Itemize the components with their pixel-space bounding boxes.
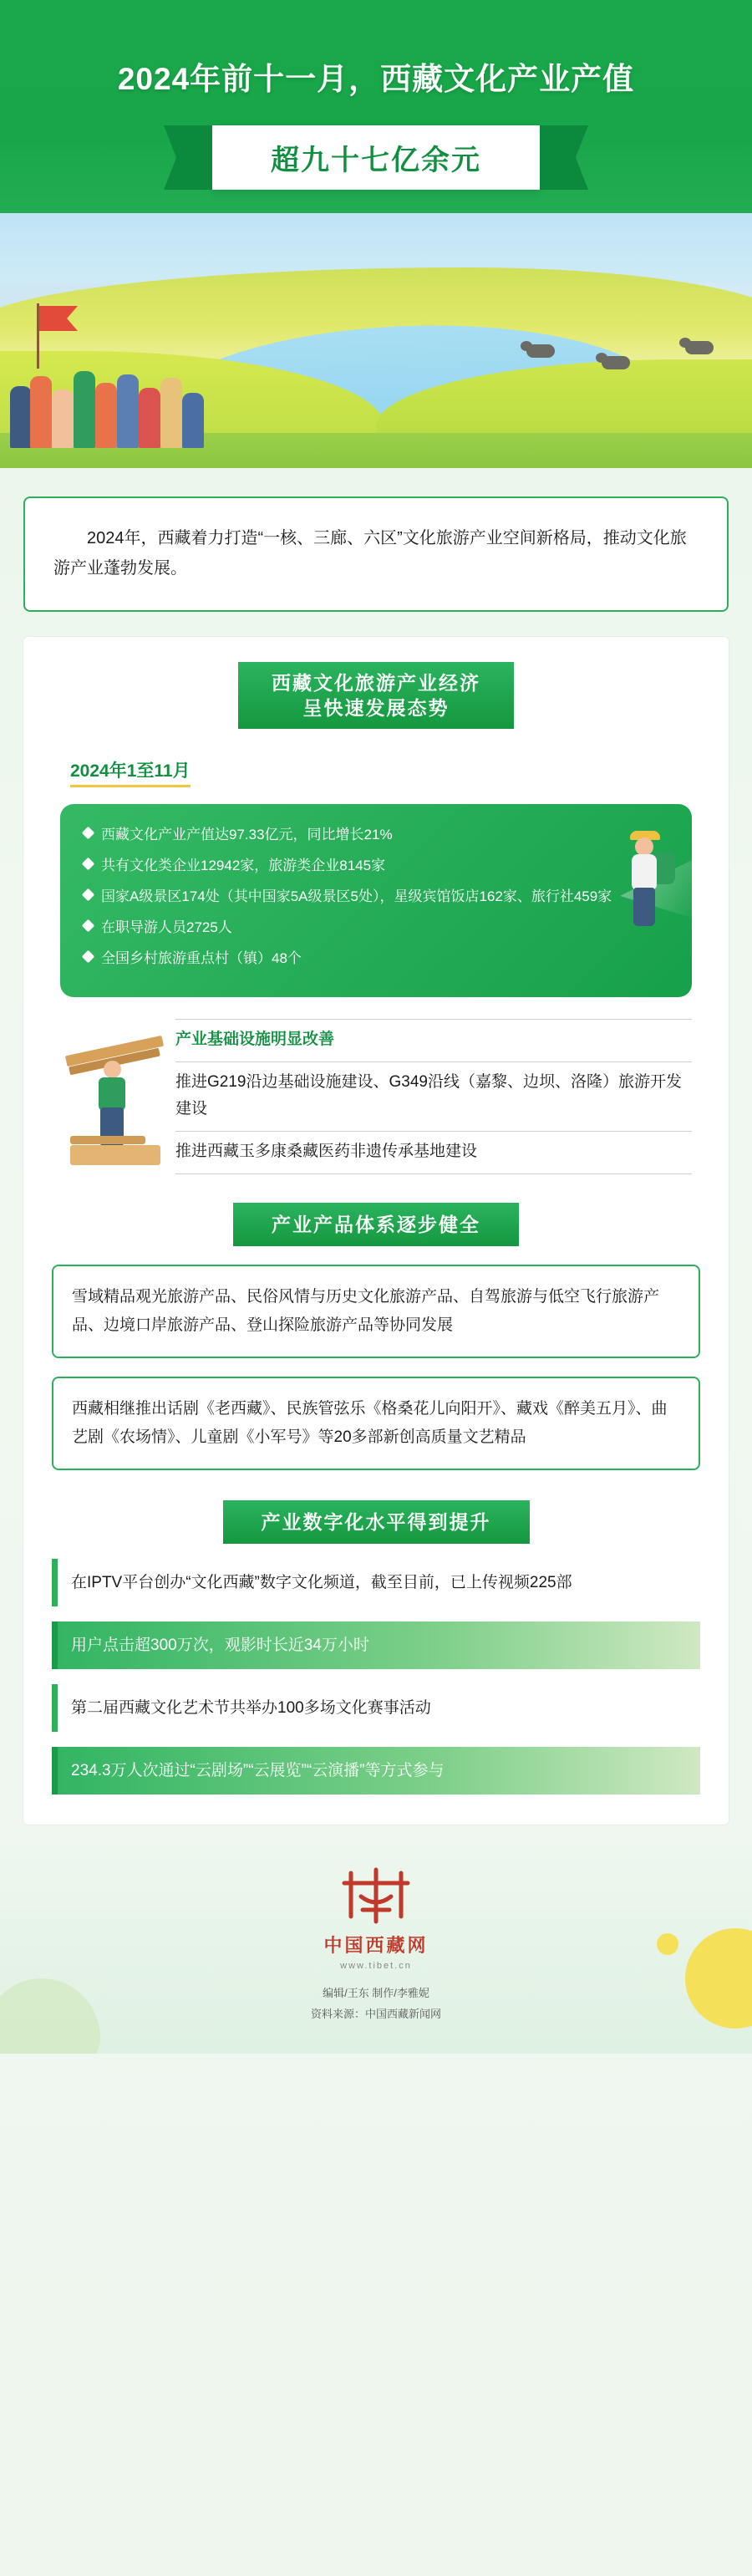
date-tag: 2024年1至11月 — [70, 757, 191, 787]
person-figure — [74, 371, 95, 448]
infrastructure-lines — [169, 1019, 692, 1174]
economy-banner-line2: 呈快速发展态势 — [302, 697, 450, 719]
economy-banner-box — [238, 662, 514, 729]
traveler-head — [635, 837, 653, 856]
person-figure — [95, 383, 117, 448]
flag-pole — [37, 303, 39, 369]
person-figure — [30, 376, 52, 448]
digital-row: 第二届西藏文化艺术节共举办100多场文化赛事活动 — [52, 1684, 700, 1732]
traveler-body — [632, 854, 657, 891]
stat-item — [84, 915, 668, 939]
person-figure — [52, 389, 74, 448]
tibet-logo-icon — [338, 1863, 414, 1927]
worker-body — [99, 1077, 125, 1111]
products-banner — [23, 1203, 729, 1246]
logo-text: 中国西藏网 — [323, 1935, 429, 1956]
stat-text: 在职导游人员2725人 — [101, 919, 232, 935]
economy-banner — [23, 662, 729, 729]
digital-row: 用户点击超300万次，观影时长近34万小时 — [52, 1621, 700, 1669]
yak-icon — [685, 341, 714, 354]
person-figure — [139, 388, 160, 448]
landscape-illustration — [0, 213, 752, 468]
crowd-illustration — [8, 338, 226, 448]
logo-url: www.tibet.cn — [340, 1961, 412, 1971]
header-ribbon — [0, 125, 752, 190]
stat-text: 共有文化类企业12942家，旅游类企业8145家 — [101, 858, 386, 873]
diamond-bullet-icon — [82, 888, 95, 902]
stat-item — [84, 853, 668, 878]
digital-row: 234.3万人次通过“云剧场”“云展览”“云演播”等方式参与 — [52, 1747, 700, 1795]
header-ribbon-text: 超九十七亿余元 — [212, 125, 540, 190]
intro-card — [23, 496, 729, 612]
footer — [0, 1845, 752, 2054]
person-figure — [182, 393, 204, 448]
traveler-illustration — [597, 824, 697, 949]
main-content-card — [23, 637, 729, 1825]
digital-banner — [23, 1500, 729, 1544]
worker-head — [104, 1061, 121, 1078]
digital-row: 在IPTV平台创办“文化西藏”数字文化频道，截至目前，已上传视频225部 — [52, 1559, 700, 1606]
product-box: 雪域精品观光旅游产品、民俗风情与历史文化旅游产品、自驾旅游与低空飞行旅游产品、边境口岸旅游产品、登山探险旅游产品等协同发展 — [52, 1265, 700, 1358]
worker-illustration — [60, 1024, 169, 1170]
infrastructure-item: 推进G219沿边基础设施建设、G349沿线（嘉黎、边坝、洛隆）旅游开发建设 — [175, 1062, 692, 1132]
infrastructure-section — [60, 1019, 692, 1174]
person-figure — [10, 386, 32, 448]
stat-item — [84, 822, 668, 847]
stats-box — [60, 804, 692, 997]
digital-banner-box: 产业数字化水平得到提升 — [223, 1500, 530, 1544]
yak-icon — [526, 344, 555, 358]
woodpile-icon — [70, 1145, 160, 1165]
infrastructure-heading: 产业基础设施明显改善 — [175, 1019, 692, 1062]
yak-icon — [602, 356, 630, 369]
traveler-legs — [633, 888, 655, 926]
diamond-bullet-icon — [82, 950, 95, 964]
stat-item — [84, 884, 668, 909]
dot-decoration — [657, 1933, 678, 1955]
intro-text: 2024年，西藏着力打造“一核、三廊、六区”文化旅游产业空间新格局，推动文化旅游产业蓬勃发展。 — [53, 529, 687, 578]
stat-item — [84, 946, 668, 970]
stat-text: 全国乡村旅游重点村（镇）48个 — [101, 950, 302, 966]
stat-text: 国家A级景区174处（其中国家5A级景区5处），星级宾馆饭店162家、旅行社459家 — [101, 888, 612, 904]
product-box: 西藏相继推出话剧《老西藏》、民族管弦乐《格桑花儿向阳开》、藏戏《醉美五月》、曲艺剧《农场情》、儿童剧《小军号》等20多部新创高质量文艺精品 — [52, 1377, 700, 1470]
diamond-bullet-icon — [82, 919, 95, 933]
person-figure — [160, 378, 182, 448]
diamond-bullet-icon — [82, 827, 95, 840]
person-figure — [117, 374, 139, 448]
products-banner-box: 产业产品体系逐步健全 — [233, 1203, 519, 1246]
footer-source: 资料来源：中国西藏新闻网 — [310, 2008, 441, 2020]
infrastructure-item: 推进西藏玉多康桑藏医药非遗传承基地建设 — [175, 1132, 692, 1174]
stat-text: 西藏文化产业产值达97.33亿元，同比增长21% — [101, 827, 393, 843]
footer-credits: 编辑/王东 制作/李雅妮 — [323, 1987, 429, 1999]
page-title: 2024年前十一月，西藏文化产业产值 — [117, 62, 635, 96]
economy-banner-line1: 西藏文化旅游产业经济 — [272, 672, 480, 694]
diamond-bullet-icon — [82, 858, 95, 871]
header — [0, 0, 752, 468]
